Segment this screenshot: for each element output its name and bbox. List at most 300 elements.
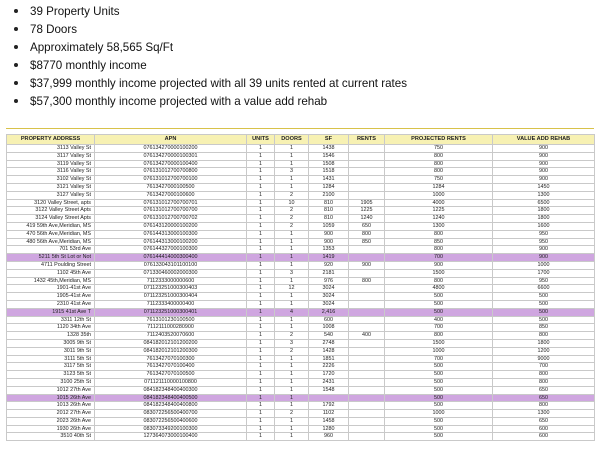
cell-units: 1	[247, 324, 275, 332]
cell-projected: 1000	[385, 347, 493, 355]
table-row	[7, 145, 595, 153]
table-row	[7, 332, 595, 340]
cell-rents	[349, 316, 385, 324]
cell-address: 1120 34th Ave	[7, 324, 95, 332]
cell-sf: 900	[309, 230, 349, 238]
cell-units: 1	[247, 145, 275, 153]
bullet-text: 39 Property Units	[30, 4, 120, 18]
cell-sf: 2,416	[309, 308, 349, 316]
cell-doors: 1	[275, 386, 309, 394]
column-header: UNITS	[247, 135, 275, 145]
cell-rents	[349, 410, 385, 418]
cell-units: 1	[247, 254, 275, 262]
cell-doors: 1	[275, 371, 309, 379]
cell-rents	[349, 293, 385, 301]
cell-doors: 1	[275, 277, 309, 285]
cell-apn: 076144313000100200	[95, 238, 247, 246]
property-table	[6, 134, 595, 441]
column-header: SF	[309, 135, 349, 145]
cell-rehab: 1700	[493, 269, 595, 277]
cell-doors: 1	[275, 160, 309, 168]
cell-address: 3116 Valley St	[7, 168, 95, 176]
cell-apn: 076134270000100400	[95, 160, 247, 168]
cell-units: 1	[247, 410, 275, 418]
table-row	[7, 168, 595, 176]
cell-doors: 1	[275, 293, 309, 301]
cell-rehab: 900	[493, 246, 595, 254]
cell-projected: 800	[385, 246, 493, 254]
cell-units: 1	[247, 176, 275, 184]
cell-address: 1930 26th Ave	[7, 425, 95, 433]
table-row	[7, 378, 595, 386]
cell-rehab: 1450	[493, 183, 595, 191]
cell-rents	[349, 246, 385, 254]
column-header: APN	[95, 135, 247, 145]
column-header: VALUE ADD REHAB	[493, 135, 595, 145]
table-row	[7, 199, 595, 207]
cell-rents: 800	[349, 277, 385, 285]
cell-projected: 800	[385, 332, 493, 340]
table-row	[7, 285, 595, 293]
bullet-item	[14, 20, 594, 38]
table-row	[7, 160, 595, 168]
cell-address: 3510 40th St	[7, 433, 95, 441]
table-row	[7, 425, 595, 433]
cell-sf: 1851	[309, 355, 349, 363]
cell-address: 3111 5th St	[7, 355, 95, 363]
cell-units: 1	[247, 246, 275, 254]
cell-doors: 1	[275, 145, 309, 153]
table-row	[7, 417, 595, 425]
table-row	[7, 293, 595, 301]
cell-rehab: 900	[493, 152, 595, 160]
cell-rents	[349, 269, 385, 277]
cell-doors: 2	[275, 332, 309, 340]
cell-rents	[349, 386, 385, 394]
cell-apn: 076131012700700700	[95, 207, 247, 215]
cell-apn: 076144414000300400	[95, 254, 247, 262]
cell-sf: 900	[309, 238, 349, 246]
cell-rents	[349, 176, 385, 184]
table-row	[7, 254, 595, 262]
cell-units: 1	[247, 199, 275, 207]
bullet-dot-icon	[14, 63, 18, 67]
cell-projected: 800	[385, 160, 493, 168]
bullet-dot-icon	[14, 9, 18, 13]
cell-apn: 7112333000000600	[95, 277, 247, 285]
cell-rents	[349, 339, 385, 347]
cell-rehab: 1800	[493, 215, 595, 223]
column-header: PROJECTED RENTS	[385, 135, 493, 145]
cell-units: 1	[247, 378, 275, 386]
cell-units: 1	[247, 277, 275, 285]
cell-address: 3122 Valley Street Apts	[7, 207, 95, 215]
cell-rehab: 500	[493, 308, 595, 316]
cell-units: 1	[247, 168, 275, 176]
cell-rents: 1240	[349, 215, 385, 223]
cell-rents	[349, 191, 385, 199]
table-row	[7, 386, 595, 394]
cell-sf: 1284	[309, 183, 349, 191]
cell-sf: 2226	[309, 363, 349, 371]
table-row	[7, 215, 595, 223]
cell-units: 1	[247, 425, 275, 433]
cell-projected: 700	[385, 324, 493, 332]
cell-units: 1	[247, 215, 275, 223]
bullet-item	[14, 2, 594, 20]
cell-doors: 1	[275, 378, 309, 386]
cell-sf: 2431	[309, 378, 349, 386]
cell-apn: 7613427070100400	[95, 363, 247, 371]
bullet-item	[14, 56, 594, 74]
cell-apn: 076134270000100200	[95, 145, 247, 153]
cell-doors: 1	[275, 355, 309, 363]
cell-doors: 3	[275, 339, 309, 347]
cell-apn: 076131012700700702	[95, 215, 247, 223]
bullet-text: $57,300 monthly income projected with a value add rehab	[30, 94, 328, 108]
cell-units: 1	[247, 355, 275, 363]
cell-sf: 1546	[309, 152, 349, 160]
cell-units: 1	[247, 191, 275, 199]
cell-units: 1	[247, 433, 275, 441]
cell-units: 1	[247, 261, 275, 269]
cell-rehab: 650	[493, 417, 595, 425]
cell-units: 1	[247, 347, 275, 355]
cell-sf: 3024	[309, 300, 349, 308]
cell-rents	[349, 363, 385, 371]
cell-address: 2310 41st Ave	[7, 300, 95, 308]
cell-units: 1	[247, 371, 275, 379]
cell-apn: 7613427000100600	[95, 191, 247, 199]
table-row	[7, 238, 595, 246]
cell-doors: 2	[275, 215, 309, 223]
cell-rents	[349, 300, 385, 308]
cell-rents: 400	[349, 332, 385, 340]
table-row	[7, 339, 595, 347]
cell-units: 1	[247, 402, 275, 410]
table-row	[7, 176, 595, 184]
cell-rents	[349, 394, 385, 402]
cell-sf: 540	[309, 332, 349, 340]
cell-rents	[349, 152, 385, 160]
cell-rents: 800	[349, 230, 385, 238]
cell-rents	[349, 160, 385, 168]
cell-apn: 076144327000100300	[95, 246, 247, 254]
cell-units: 1	[247, 238, 275, 246]
cell-address: 480 56th Ave,Meridian, MS	[7, 238, 95, 246]
cell-rehab: 1200	[493, 347, 595, 355]
cell-projected: 750	[385, 176, 493, 184]
cell-rehab: 900	[493, 168, 595, 176]
cell-address: 1432 45th,Meridian, MS	[7, 277, 95, 285]
divider	[6, 128, 594, 129]
cell-address: 1012 27th Ave	[7, 386, 95, 394]
table-row	[7, 261, 595, 269]
cell-rehab: 900	[493, 145, 595, 153]
cell-address: 1102 45th Ave	[7, 269, 95, 277]
table-row	[7, 230, 595, 238]
cell-apn: 7112403520070600	[95, 332, 247, 340]
cell-rehab: 500	[493, 316, 595, 324]
table-row	[7, 152, 595, 160]
table-row	[7, 355, 595, 363]
cell-projected: 800	[385, 277, 493, 285]
cell-rehab: 1300	[493, 191, 595, 199]
cell-projected: 700	[385, 254, 493, 262]
cell-sf: 2181	[309, 269, 349, 277]
cell-rehab: 1300	[493, 410, 595, 418]
cell-address: 2023 26th Ave	[7, 417, 95, 425]
cell-rehab: 800	[493, 402, 595, 410]
cell-doors: 1	[275, 261, 309, 269]
cell-address: 3127 Valley St	[7, 191, 95, 199]
cell-units: 1	[247, 417, 275, 425]
cell-rehab: 900	[493, 254, 595, 262]
cell-doors: 2	[275, 191, 309, 199]
cell-doors: 1	[275, 246, 309, 254]
cell-apn: 076143120000100200	[95, 222, 247, 230]
cell-rents	[349, 425, 385, 433]
cell-rehab: 1800	[493, 339, 595, 347]
cell-rents	[349, 145, 385, 153]
table-row	[7, 324, 595, 332]
cell-projected: 700	[385, 355, 493, 363]
cell-address: 2012 27th Ave	[7, 410, 95, 418]
cell-address: 3113 Valley St	[7, 145, 95, 153]
cell-projected: 500	[385, 417, 493, 425]
bullet-text: 78 Doors	[30, 22, 78, 36]
bullet-text: $37,999 monthly income projected with all 39 units rented at current rates	[30, 76, 408, 90]
cell-projected: 800	[385, 168, 493, 176]
table-row	[7, 363, 595, 371]
table-row	[7, 402, 595, 410]
table-row	[7, 410, 595, 418]
cell-projected: 500	[385, 394, 493, 402]
column-header: RENTS	[349, 135, 385, 145]
cell-rents	[349, 324, 385, 332]
cell-rents: 1225	[349, 207, 385, 215]
cell-doors: 2	[275, 207, 309, 215]
bullet-item	[14, 38, 594, 56]
cell-address: 3005 9th St	[7, 339, 95, 347]
cell-apn: 076133043101100100	[95, 261, 247, 269]
cell-sf: 2748	[309, 339, 349, 347]
cell-projected: 850	[385, 238, 493, 246]
cell-doors: 1	[275, 176, 309, 184]
cell-sf: 976	[309, 277, 349, 285]
cell-units: 1	[247, 386, 275, 394]
cell-projected: 750	[385, 145, 493, 153]
cell-projected: 400	[385, 316, 493, 324]
cell-rehab: 1800	[493, 207, 595, 215]
column-header: PROPERTY ADDRESS	[7, 135, 95, 145]
cell-doors: 1	[275, 324, 309, 332]
cell-address: 3117 5th St	[7, 363, 95, 371]
cell-rents: 1905	[349, 199, 385, 207]
cell-projected: 500	[385, 425, 493, 433]
cell-projected: 1500	[385, 339, 493, 347]
cell-units: 1	[247, 222, 275, 230]
table-row	[7, 394, 595, 402]
cell-doors: 4	[275, 308, 309, 316]
cell-units: 1	[247, 160, 275, 168]
table-row	[7, 371, 595, 379]
cell-units: 1	[247, 339, 275, 347]
cell-apn: 071123251000300404	[95, 293, 247, 301]
cell-sf: 1458	[309, 417, 349, 425]
cell-address: 701 53rd Ave	[7, 246, 95, 254]
cell-sf: 600	[309, 316, 349, 324]
cell-apn: 7112333400000400	[95, 300, 247, 308]
cell-sf: 2100	[309, 191, 349, 199]
cell-projected: 1240	[385, 215, 493, 223]
cell-sf: 3024	[309, 293, 349, 301]
cell-projected: 1000	[385, 191, 493, 199]
cell-units: 1	[247, 152, 275, 160]
cell-doors: 1	[275, 183, 309, 191]
cell-rents	[349, 285, 385, 293]
cell-rents	[349, 355, 385, 363]
cell-rehab: 950	[493, 238, 595, 246]
cell-address: 3100 25th St	[7, 378, 95, 386]
cell-address: 3121 Valley St	[7, 183, 95, 191]
cell-units: 1	[247, 269, 275, 277]
table-row	[7, 308, 595, 316]
cell-units: 1	[247, 293, 275, 301]
cell-address: 3102 Valley St	[7, 176, 95, 184]
cell-rehab: 6500	[493, 199, 595, 207]
cell-projected: 800	[385, 152, 493, 160]
cell-doors: 1	[275, 316, 309, 324]
cell-rehab: 9000	[493, 355, 595, 363]
cell-projected: 500	[385, 386, 493, 394]
summary-bullets	[14, 2, 594, 110]
cell-rents	[349, 183, 385, 191]
cell-rehab: 600	[493, 425, 595, 433]
cell-sf: 1548	[309, 386, 349, 394]
cell-apn: 7613427070100300	[95, 355, 247, 363]
cell-doors: 1	[275, 363, 309, 371]
bullet-dot-icon	[14, 45, 18, 49]
cell-rents	[349, 402, 385, 410]
cell-apn: 084182012101200200	[95, 339, 247, 347]
bullet-text: $8770 monthly income	[30, 58, 147, 72]
cell-apn: 084182348400400500	[95, 394, 247, 402]
cell-doors: 1	[275, 425, 309, 433]
cell-doors: 1	[275, 300, 309, 308]
cell-sf: 1508	[309, 160, 349, 168]
cell-sf: 1431	[309, 176, 349, 184]
cell-rehab: 6600	[493, 285, 595, 293]
cell-doors: 1	[275, 402, 309, 410]
cell-units: 1	[247, 300, 275, 308]
cell-rents	[349, 417, 385, 425]
cell-address: 1015 26th Ave	[7, 394, 95, 402]
table-row	[7, 222, 595, 230]
cell-sf: 1102	[309, 410, 349, 418]
table-row	[7, 269, 595, 277]
cell-sf: 810	[309, 199, 349, 207]
cell-projected: 1500	[385, 269, 493, 277]
bullet-dot-icon	[14, 27, 18, 31]
cell-projected: 500	[385, 433, 493, 441]
cell-sf: 1419	[309, 254, 349, 262]
cell-rehab: 1000	[493, 261, 595, 269]
cell-apn: 7613427070100500	[95, 371, 247, 379]
cell-apn: 083072256500400600	[95, 417, 247, 425]
cell-rehab: 600	[493, 433, 595, 441]
cell-doors: 1	[275, 152, 309, 160]
bullet-item	[14, 92, 594, 110]
cell-rehab: 800	[493, 332, 595, 340]
cell-address: 1013 26th Ave	[7, 402, 95, 410]
cell-doors: 2	[275, 347, 309, 355]
cell-rents: 850	[349, 238, 385, 246]
cell-projected: 500	[385, 363, 493, 371]
cell-apn: 7613427000100500	[95, 183, 247, 191]
cell-apn: 076131012700700100	[95, 176, 247, 184]
cell-address: 3123 5th St	[7, 371, 95, 379]
cell-rehab: 650	[493, 394, 595, 402]
cell-sf: 920	[309, 261, 349, 269]
cell-address: 419 59th Ave,Meridian, MS	[7, 222, 95, 230]
cell-apn: 076134270000100301	[95, 152, 247, 160]
cell-rents	[349, 254, 385, 262]
cell-sf: 1720	[309, 371, 349, 379]
cell-sf: 810	[309, 207, 349, 215]
bullet-text: Approximately 58,565 Sq/Ft	[30, 40, 174, 54]
cell-apn: 084182348400400300	[95, 386, 247, 394]
cell-sf: 1353	[309, 246, 349, 254]
cell-units: 1	[247, 332, 275, 340]
cell-projected: 500	[385, 293, 493, 301]
cell-projected: 500	[385, 300, 493, 308]
cell-sf: 1438	[309, 145, 349, 153]
cell-rents	[349, 433, 385, 441]
table-row	[7, 300, 595, 308]
cell-rehab: 900	[493, 160, 595, 168]
cell-apn: 7112111000280900	[95, 324, 247, 332]
cell-units: 1	[247, 207, 275, 215]
table-row	[7, 316, 595, 324]
cell-doors: 1	[275, 254, 309, 262]
cell-units: 1	[247, 316, 275, 324]
cell-rehab: 950	[493, 277, 595, 285]
cell-units: 1	[247, 363, 275, 371]
cell-projected: 1000	[385, 410, 493, 418]
cell-address: 1901-41st Ave	[7, 285, 95, 293]
cell-doors: 3	[275, 269, 309, 277]
cell-sf	[309, 394, 349, 402]
cell-sf: 960	[309, 433, 349, 441]
cell-units: 1	[247, 394, 275, 402]
cell-address: 3117 Valley St	[7, 152, 95, 160]
cell-rehab: 700	[493, 363, 595, 371]
cell-apn: 7613101230100500	[95, 316, 247, 324]
table-header-row	[7, 135, 595, 145]
cell-doors: 2	[275, 410, 309, 418]
cell-apn: 071123251000300403	[95, 285, 247, 293]
bullet-dot-icon	[14, 99, 18, 103]
cell-address: 1328 35th	[7, 332, 95, 340]
cell-doors: 1	[275, 394, 309, 402]
cell-projected: 1284	[385, 183, 493, 191]
cell-address: 4711 Poulding Street	[7, 261, 95, 269]
bullet-dot-icon	[14, 81, 18, 85]
cell-address: 3311 12th St	[7, 316, 95, 324]
cell-address: 5211 5th St Lot or Not	[7, 254, 95, 262]
cell-rehab: 850	[493, 324, 595, 332]
